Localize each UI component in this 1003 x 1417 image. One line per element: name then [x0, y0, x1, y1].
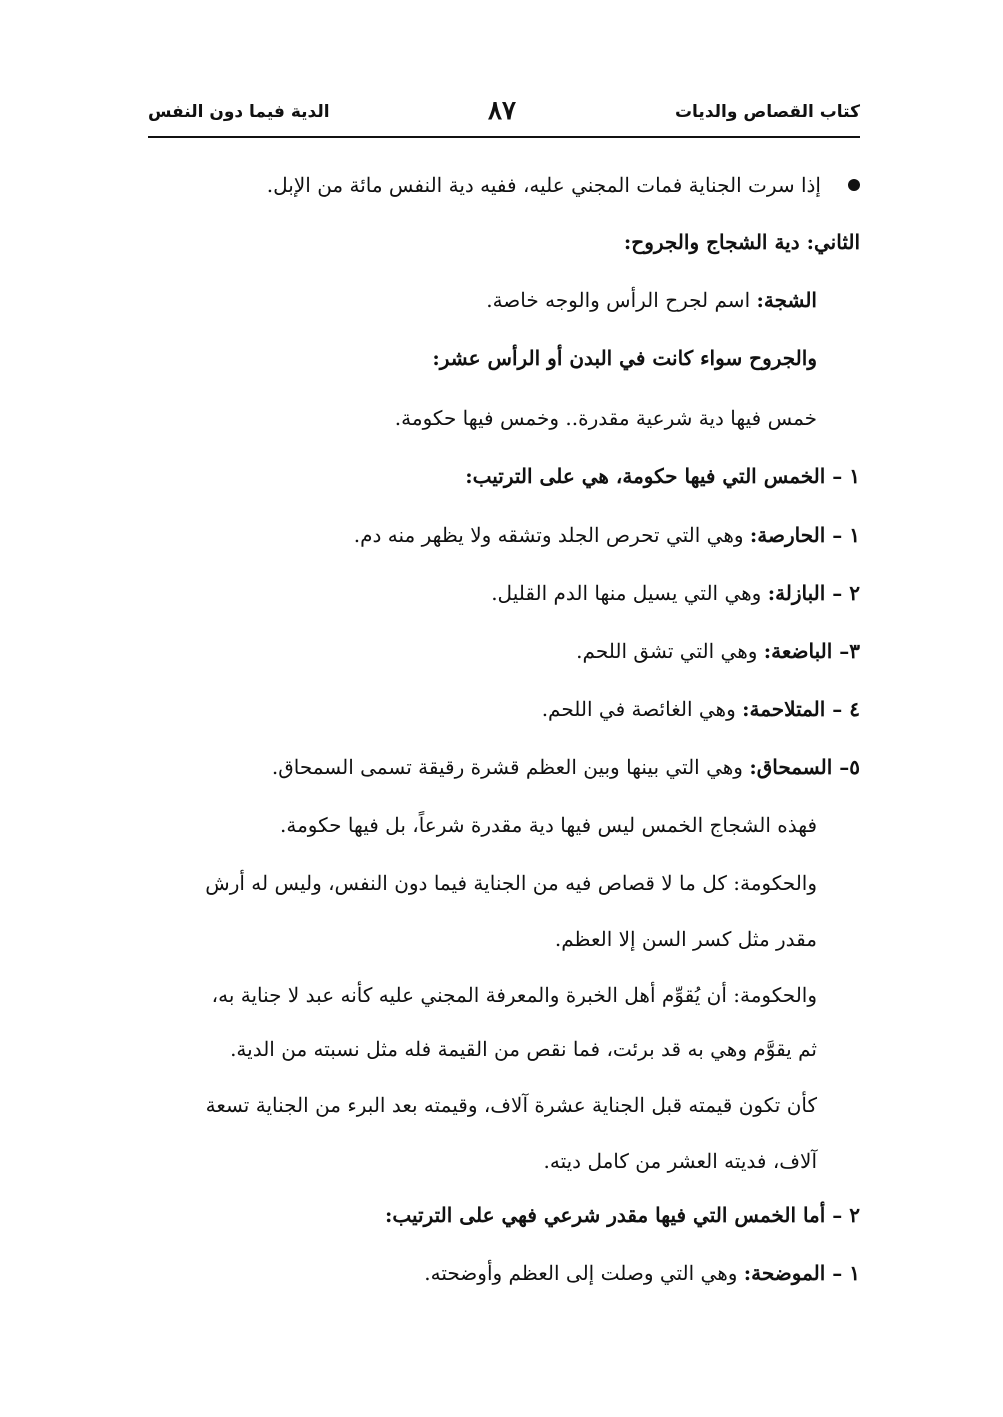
list-item: ١ – الحارصة: وهي التي تحرص الجلد وتشقه ولا يظهر منه دم. — [353, 523, 860, 547]
text-line: خمس فيها دية شرعية مقدرة.. وخمس فيها حكومة. — [394, 406, 817, 430]
text-line: آلاف، فديته العشر من كامل ديته. — [543, 1149, 817, 1173]
header-divider — [148, 136, 860, 138]
book-title: كتاب القصاص والديات — [674, 102, 860, 122]
definition-line: الشجة: اسم لجرح الرأس والوجه خاصة. — [486, 288, 817, 312]
text-line: والحكومة: كل ما لا قصاص فيه من الجناية فيما دون النفس، وليس له أرش — [205, 871, 817, 895]
chapter-title: الدية فيما دون النفس — [148, 102, 330, 122]
page-number: ٨٧ — [488, 96, 516, 126]
text-line: كأن تكون قيمته قبل الجناية عشرة آلاف، وقيمته بعد البرء من الجناية تسعة — [205, 1093, 817, 1117]
list-item: ١ – الموضحة: وهي التي وصلت إلى العظم وأوضحته. — [424, 1261, 860, 1285]
list-item: ٢ – البازلة: وهي التي يسيل منها الدم القليل. — [491, 581, 860, 605]
list-item: ٥– السمحاق: وهي التي بينها وبين العظم قشرة رقيقة تسمى السمحاق. — [271, 755, 860, 779]
text-line: إذا سرت الجناية فمات المجني عليه، ففيه دية النفس مائة من الإبل. — [266, 173, 821, 197]
text-line: والحكومة: أن يُقوِّم أهل الخبرة والمعرفة المجني عليه كأنه عبد لا جناية به، — [211, 983, 817, 1007]
section-heading: الثاني: دية الشجاج والجروح: — [623, 230, 860, 254]
list-heading: ١ – الخمس التي فيها حكومة، هي على الترتيب: — [465, 464, 860, 488]
text-line: فهذه الشجاج الخمس ليس فيها دية مقدرة شرعاً، بل فيها حكومة. — [280, 813, 817, 837]
bullet-icon — [848, 179, 860, 191]
list-heading: ٢ – أما الخمس التي فيها مقدر شرعي فهي على الترتيب: — [384, 1203, 860, 1227]
subheading-line: والجروح سواء كانت في البدن أو الرأس عشر: — [432, 346, 817, 370]
text-line: مقدر مثل كسر السن إلا العظم. — [554, 927, 817, 951]
list-item: ٣– الباضعة: وهي التي تشق اللحم. — [576, 639, 860, 663]
page-header — [148, 96, 860, 132]
text-line: ثم يقوَّم وهي به قد برئت، فما نقص من القيمة فله مثل نسبته من الدية. — [230, 1037, 817, 1061]
list-item: ٤ – المتلاحمة: وهي الغائصة في اللحم. — [541, 697, 860, 721]
